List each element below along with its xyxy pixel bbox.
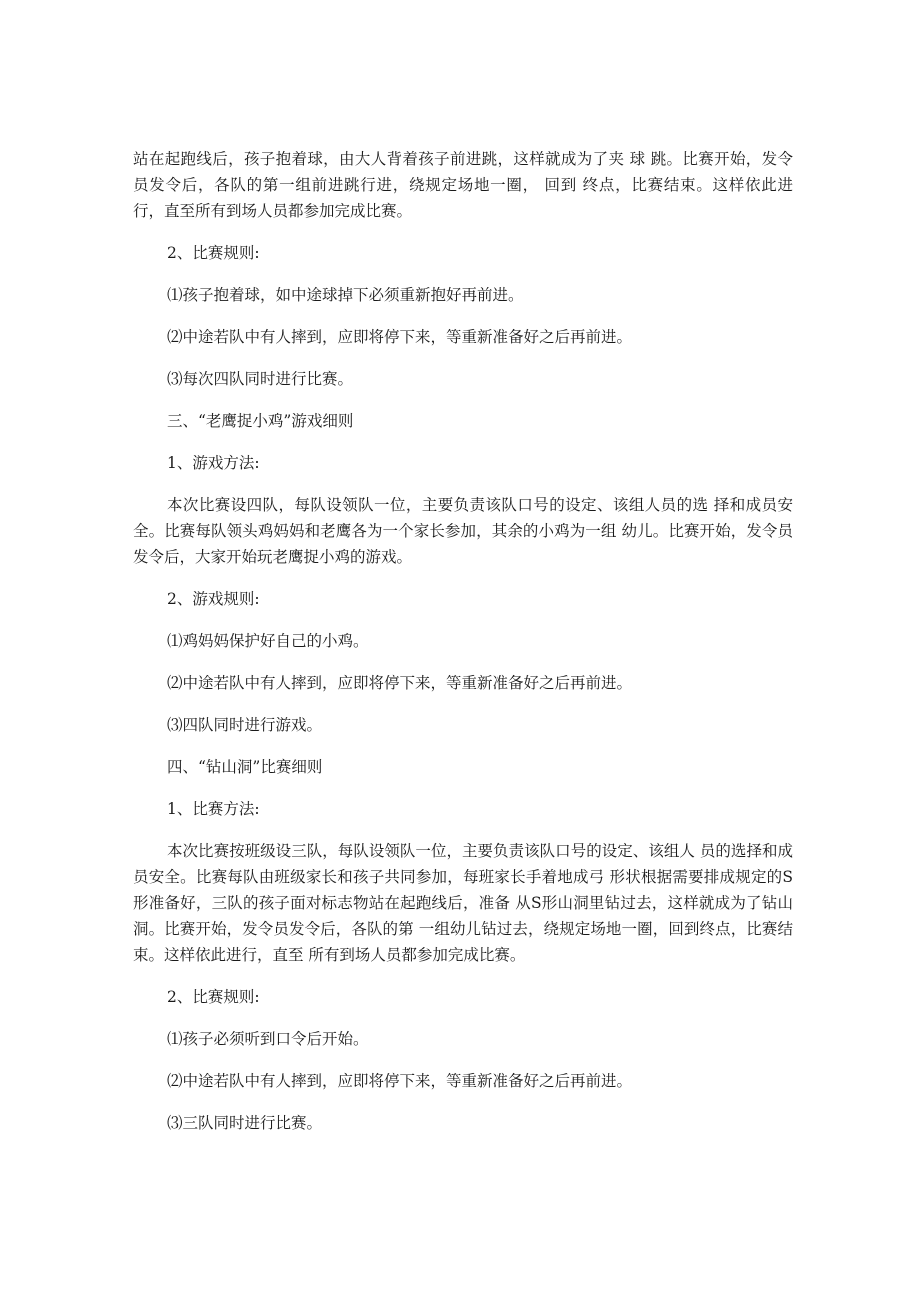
rule-item: ⑴孩子必须听到口令后开始。 — [167, 1030, 369, 1048]
rule-item: ⑵中途若队中有人摔到，应即将停下来，等重新准备好之后再前进。 — [167, 1072, 633, 1090]
heading-competition-rules: 2、比赛规则: — [167, 244, 260, 262]
rule-item: ⑴鸡妈妈保护好自己的小鸡。 — [167, 632, 369, 650]
heading-competition-rules-2: 2、比赛规则: — [167, 988, 260, 1006]
paragraph-competition-method: 本次比赛按班级设三队，每队设领队一位，主要负责该队口号的设定、该组人 员的选择和成员安全。比赛每队由班级家长和孩子共同参加，每班家长手着地成弓 形状根据需要排成规定的S形准备好，三队的孩子面对标志物站在起跑线后，准备 从S形山洞里钻过去，这样就成为了钻山洞。比赛开始，发令员发令后，各队的第 一组幼儿钻过去，绕规定场地一圈，回到终点，比赛结束。这样依此进行，直至 所有到场人员都参加完成比赛。 — [133, 842, 793, 964]
rule-item: ⑶每次四队同时进行比赛。 — [167, 370, 354, 388]
heading-competition-method: 1、比赛方法: — [167, 800, 260, 818]
document-body — [133, 146, 793, 1152]
rule-item: ⑵中途若队中有人摔到，应即将停下来，等重新准备好之后再前进。 — [167, 674, 633, 692]
paragraph-game-description-continued: 站在起跑线后，孩子抱着球，由大人背着孩子前进跳，这样就成为了夹 球 跳。比赛开始，发令员发令后，各队的第一组前进跳行进，绕规定场地一圈， 回到 终点，比赛结束。这样依此进行，直至所有到场人员都参加完成比赛。 — [133, 150, 793, 220]
heading-game-rules: 2、游戏规则: — [167, 590, 260, 608]
section-heading-tunnel: 四、“钻山洞”比赛细则 — [167, 758, 323, 776]
rule-item: ⑶四队同时进行游戏。 — [167, 716, 323, 734]
heading-game-method: 1、游戏方法: — [167, 454, 260, 472]
section-heading-eagle-chick: 三、“老鹰捉小鸡”游戏细则 — [167, 412, 354, 430]
paragraph-game-method: 本次比赛设四队，每队设领队一位，主要负责该队口号的设定、该组人员的选 择和成员安全。比赛每队领头鸡妈妈和老鹰各为一个家长参加，其余的小鸡为一组 幼儿。比赛开始，发令员发令后，大家开始玩老鹰捉小鸡的游戏。 — [133, 496, 793, 566]
rule-item: ⑵中途若队中有人摔到，应即将停下来，等重新准备好之后再前进。 — [167, 328, 633, 346]
rule-item: ⑴孩子抱着球，如中途球掉下必须重新抱好再前进。 — [167, 286, 524, 304]
rule-item: ⑶三队同时进行比赛。 — [167, 1114, 323, 1132]
